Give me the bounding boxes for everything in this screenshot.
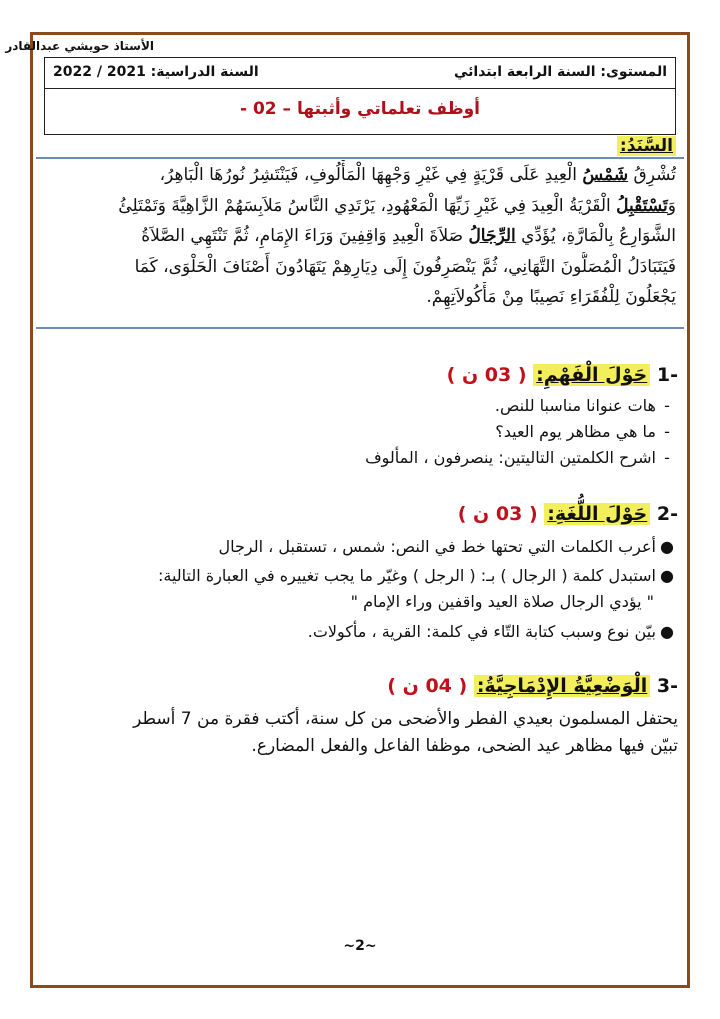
text-line: يَجْعَلُونَ لِلْفُقَرَاءِ نَصِيبًا مِنْ مَأْكُولاَتِهِمْ. [426,287,676,307]
section-title: الْوَضْعِيَّةُ الإِدْمَاجِيَّةُ: [474,675,650,697]
underlined-word: تَسْتَقْبِلُ [616,195,668,216]
text-line: تُشْرِقُ شَمْسُ الْعِيدِ عَلَى قَرْيَةٍ فِي غَيْرِ وَجْهِهَا الْمَأْلُوفِ، فَيَنْتَشِرُ نُورُهَا الْبَاهِرُ، [159,165,676,185]
divider-bottom [36,327,684,329]
section-number: -1 [656,364,678,386]
title-box [44,89,676,135]
header-info-row [44,57,676,89]
section-2-heading [458,503,678,525]
section-number: -2 [656,503,678,525]
text-section-label: السَّنَدُ: [617,136,676,156]
question-item: -اشرح الكلمتين التاليتين: ينصرفون ، المألوف [365,448,670,467]
task-line: يحتفل المسلمون بعيدي الفطر والأضحى من كل سنة، أكتب فقرة من 7 أسطر [133,709,678,729]
divider-top [36,157,684,159]
school-year-label: السنة الدراسية: 2021 / 2022 [53,64,259,80]
section-3-heading [387,675,678,697]
section-title: حَوْلَ اللُّغَةِ: [544,503,650,525]
underlined-word: الرِّجَالُ [468,226,516,246]
section-points: ( 03 ن ) [457,503,538,525]
reading-text [44,160,676,313]
text-line: فَيَتَبَادَلُ الْمُصَلُّونَ التَّهَانِي، ثُمَّ يَنْصَرِفُونَ إِلَى دِيَارِهِمْ يَتَهَادُونَ أَصْنَافَ الْحَلْوَى، كَمَا [134,256,676,277]
question-item: ●استبدل كلمة ( الرجال ) بـ: ( الرجل ) وغيّر ما يجب تغييره في العبارة التالية: [157,566,674,585]
question-item: ●أعرب الكلمات التي تحتها خط في النص: شمس ، تستقبل ، الرجال [218,537,674,556]
worksheet-title: أوظف تعلماتي وأثبتها – 02 - [239,99,481,119]
question-item: -هات عنوانا مناسبا للنص. [494,396,670,415]
text-line: الشَّوَارِعُ بِالْمَارَّةِ، يُؤَدِّي الرِّجَالُ صَلاَةَ الْعِيدِ وَاقِفِينَ وَرَاءَ الإِمَامِ، ثُمَّ تَنْتَهِي الصَّلاَةُ [141,226,676,246]
underlined-word: شَمْسُ [582,165,629,185]
section-title: حَوْلَ الْفَهْمِ: [533,364,650,386]
task-line: تبيّن فيها مظاهر عيد الضحى، موظفا الفاعل والفعل المضارع. [251,736,678,756]
example-sentence: " يؤدي الرجال صلاة العيد واقفين وراء الإمام " [350,592,654,611]
section-number: -3 [656,675,678,697]
section-1-heading [447,364,678,386]
page-number: ~2~ [343,938,377,954]
section-points: ( 03 ن ) [446,364,527,386]
text-line: وَتَسْتَقْبِلُ الْقَرْيَةُ الْعِيدَ فِي غَيْرِ زَيِّهَا الْمَعْهُودِ، يَرْتَدِي النَّاسُ مَلاَبِسَهُمْ الزَّاهِيَّةَ وَتَمْتَلِئُ [118,195,676,216]
section-points: ( 04 ن ) [387,675,468,697]
author-name: الأستاذ حويشي عبدالقادر [5,39,154,53]
question-item: -ما هي مظاهر يوم العيد؟ [495,422,670,441]
question-item: ●بيّن نوع وسبب كتابة التّاء في كلمة: القرية ، مأكولات. [307,622,674,641]
level-label: المستوى: السنة الرابعة ابتدائي [453,64,667,80]
